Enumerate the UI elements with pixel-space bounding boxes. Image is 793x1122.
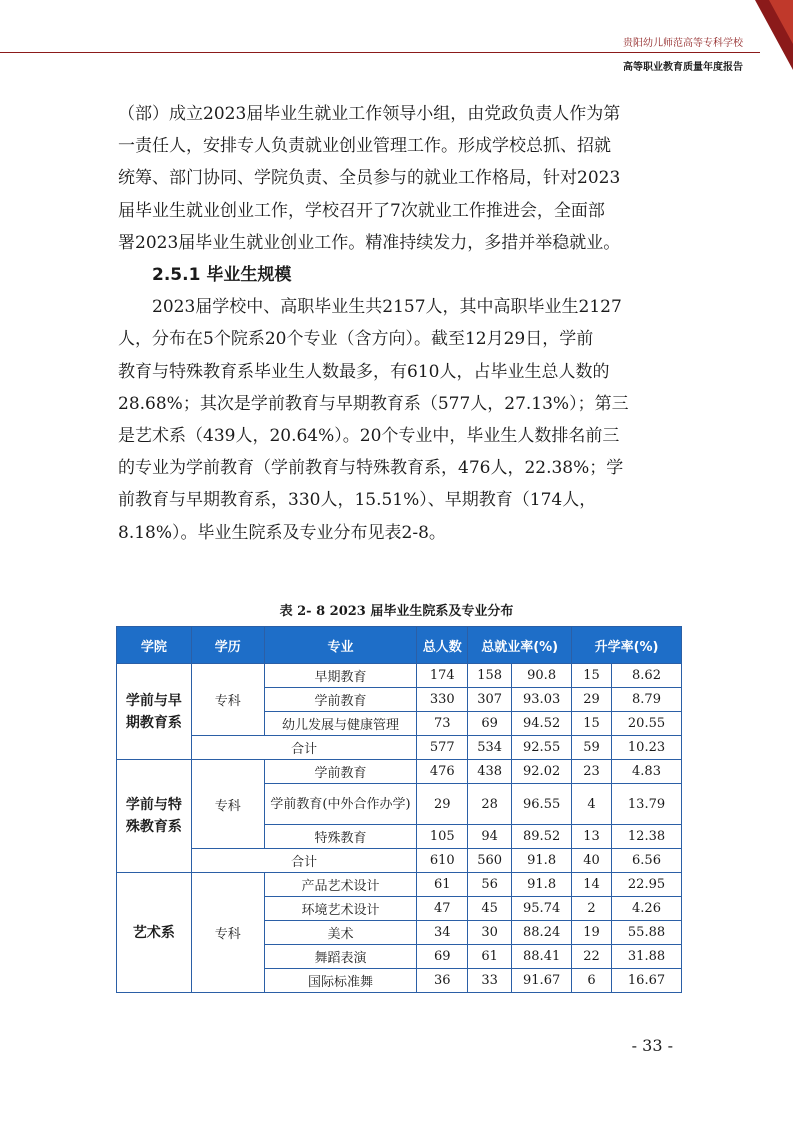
table-header-row (117, 627, 682, 664)
emp-rate-cell: 90.8 (512, 664, 572, 688)
header-report-title: 高等职业教育质量年度报告 (623, 62, 743, 73)
level-cell: 专科 (191, 873, 264, 993)
major-cell: 产品艺术设计 (264, 873, 417, 897)
text-line: 届毕业生就业创业工作，学校召开了7次就业工作推进会，全面部 (118, 200, 605, 221)
major-cell: 美术 (264, 921, 417, 945)
emp-rate-cell: 92.02 (512, 760, 572, 784)
total-cell: 476 (417, 760, 468, 784)
total-cell: 29 (417, 784, 468, 825)
further-rate-cell: 16.67 (612, 969, 682, 993)
emp-rate-cell: 91.8 (512, 849, 572, 873)
further-rate-cell: 8.79 (612, 688, 682, 712)
employed-cell: 61 (468, 945, 512, 969)
dept-cell: 学前与早期教育系 (117, 664, 192, 760)
major-cell: 舞蹈表演 (264, 945, 417, 969)
further-rate-cell: 4.26 (612, 897, 682, 921)
major-cell: 环境艺术设计 (264, 897, 417, 921)
text-line: 人，分布在5个院系20个专业（含方向）。截至12月29日，学前 (118, 329, 594, 350)
header-rule (0, 52, 760, 53)
emp-rate-cell: 96.55 (512, 784, 572, 825)
further-cell: 6 (572, 969, 612, 993)
total-cell: 577 (417, 736, 468, 760)
further-cell: 29 (572, 688, 612, 712)
text-line: 前教育与早期教育系，330人，15.51%）、早期教育（174人， (118, 490, 597, 511)
emp-rate-cell: 88.41 (512, 945, 572, 969)
further-cell: 59 (572, 736, 612, 760)
further-rate-cell: 4.83 (612, 760, 682, 784)
table-row (117, 873, 682, 897)
employed-cell: 45 (468, 897, 512, 921)
section-heading: 2.5.1 毕业生规模 (152, 265, 292, 286)
emp-rate-cell: 93.03 (512, 688, 572, 712)
further-rate-cell: 22.95 (612, 873, 682, 897)
further-cell: 19 (572, 921, 612, 945)
total-cell: 69 (417, 945, 468, 969)
total-cell: 105 (417, 825, 468, 849)
employed-cell: 94 (468, 825, 512, 849)
text-line: 是艺术系（439人，20.64%）。20个专业中，毕业生人数排名前三 (118, 426, 620, 447)
table-row (117, 664, 682, 688)
further-rate-cell: 20.55 (612, 712, 682, 736)
header-corner-accent (769, 0, 793, 44)
total-cell: 47 (417, 897, 468, 921)
employed-cell: 438 (468, 760, 512, 784)
employed-cell: 30 (468, 921, 512, 945)
emp-rate-cell: 88.24 (512, 921, 572, 945)
text-line: 2023届学校中、高职毕业生共2157人，其中高职毕业生2127 (152, 297, 622, 318)
emp-rate-cell: 91.67 (512, 969, 572, 993)
header-emp-rate: 总就业率(%) (468, 627, 572, 664)
header-major: 专业 (264, 627, 417, 664)
subtotal-row (117, 736, 682, 760)
major-cell: 学前教育 (264, 760, 417, 784)
text-line: 28.68%；其次是学前教育与早期教育系（577人，27.13%）；第三 (118, 393, 629, 414)
further-cell: 15 (572, 664, 612, 688)
major-cell: 学前教育(中外合作办学) (264, 784, 417, 825)
total-cell: 330 (417, 688, 468, 712)
further-rate-cell: 8.62 (612, 664, 682, 688)
further-cell: 4 (572, 784, 612, 825)
text-line: 统筹、部门协同、学院负责、全员参与的就业工作格局，针对2023 (118, 168, 621, 189)
further-rate-cell: 12.38 (612, 825, 682, 849)
major-cell: 国际标准舞 (264, 969, 417, 993)
text-line: 署2023届毕业生就业创业工作。精准持续发力，多措并举稳就业。 (118, 232, 621, 253)
text-line: （部）成立2023届毕业生就业工作领导小组，由党政负责人作为第 (118, 104, 621, 124)
further-rate-cell: 6.56 (612, 849, 682, 873)
subtotal-row (117, 849, 682, 873)
text-line: 8.18%）。毕业生院系及专业分布见表2-8。 (118, 522, 446, 543)
table-row (117, 760, 682, 784)
further-rate-cell: 55.88 (612, 921, 682, 945)
header-level: 学历 (191, 627, 264, 664)
employed-cell: 28 (468, 784, 512, 825)
employed-cell: 33 (468, 969, 512, 993)
header-dept: 学院 (117, 627, 192, 664)
total-cell: 36 (417, 969, 468, 993)
further-cell: 22 (572, 945, 612, 969)
further-rate-cell: 13.79 (612, 784, 682, 825)
further-cell: 2 (572, 897, 612, 921)
employed-cell: 560 (468, 849, 512, 873)
emp-rate-cell: 89.52 (512, 825, 572, 849)
emp-rate-cell: 92.55 (512, 736, 572, 760)
text-line: 教育与特殊教育系毕业生人数最多，有610人，占毕业生总人数的 (118, 361, 610, 382)
total-cell: 610 (417, 849, 468, 873)
further-rate-cell: 10.23 (612, 736, 682, 760)
employed-cell: 56 (468, 873, 512, 897)
dept-cell: 学前与特殊教育系 (117, 760, 192, 873)
paragraph-1 (118, 98, 680, 259)
major-cell: 学前教育 (264, 688, 417, 712)
table-caption: 表 2- 8 2023 届毕业生院系及专业分布 (279, 604, 514, 619)
further-cell: 23 (572, 760, 612, 784)
header-total: 总人数 (417, 627, 468, 664)
header-school-name: 贵阳幼儿师范高等专科学校 (623, 38, 743, 49)
further-cell: 40 (572, 849, 612, 873)
further-rate-cell: 31.88 (612, 945, 682, 969)
body-content (118, 98, 680, 549)
text-line: 一责任人，安排专人负责就业创业管理工作。形成学校总抓、招就 (118, 136, 611, 157)
paragraph-2 (118, 291, 680, 549)
emp-rate-cell: 94.52 (512, 712, 572, 736)
text-line: 的专业为学前教育（学前教育与特殊教育系，476人，22.38%；学 (118, 458, 624, 479)
employed-cell: 307 (468, 688, 512, 712)
emp-rate-cell: 95.74 (512, 897, 572, 921)
subtotal-label: 合计 (191, 849, 416, 873)
dept-cell: 艺术系 (117, 873, 192, 993)
total-cell: 174 (417, 664, 468, 688)
further-cell: 14 (572, 873, 612, 897)
page-number: - 33 - (631, 1036, 673, 1055)
employed-cell: 69 (468, 712, 512, 736)
subtotal-label: 合计 (191, 736, 416, 760)
major-cell: 特殊教育 (264, 825, 417, 849)
major-cell: 幼儿发展与健康管理 (264, 712, 417, 736)
employed-cell: 158 (468, 664, 512, 688)
total-cell: 34 (417, 921, 468, 945)
emp-rate-cell: 91.8 (512, 873, 572, 897)
level-cell: 专科 (191, 664, 264, 736)
major-cell: 早期教育 (264, 664, 417, 688)
further-cell: 15 (572, 712, 612, 736)
total-cell: 61 (417, 873, 468, 897)
total-cell: 73 (417, 712, 468, 736)
graduate-distribution-table (116, 626, 682, 993)
employed-cell: 534 (468, 736, 512, 760)
level-cell: 专科 (191, 760, 264, 849)
further-cell: 13 (572, 825, 612, 849)
header-further-rate: 升学率(%) (572, 627, 682, 664)
